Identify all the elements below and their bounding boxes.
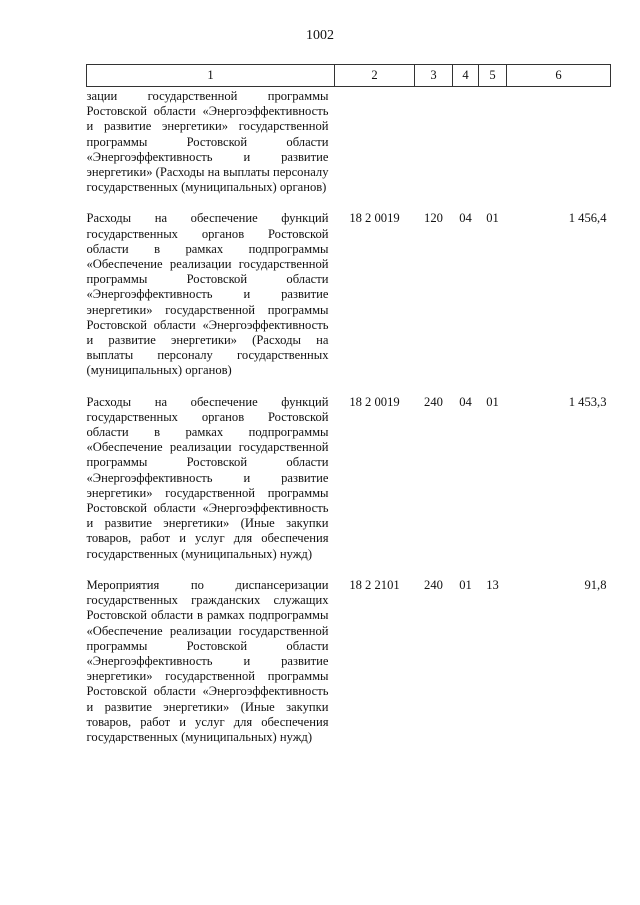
row-section: 04 <box>459 394 472 409</box>
column-header-3: 3 <box>415 65 453 87</box>
row-subsection: 01 <box>486 211 499 226</box>
row-description: зации государственной программы Ростовской области «Энергоэффективность и развитие энергетики» государственной программы Ростовской области «Энергоэффективность и развитие энергетики» (Расходы на выплаты персоналу государственных (муниципальных) органов) <box>86 89 329 195</box>
row-subsection <box>479 87 507 212</box>
row-expense-type: 240 <box>424 394 443 409</box>
table-row <box>87 578 611 745</box>
column-header-6: 6 <box>507 65 611 87</box>
row-expense-type <box>415 87 453 212</box>
column-header-1: 1 <box>87 65 335 87</box>
row-amount: 91,8 <box>584 577 607 592</box>
row-amount: 1 453,3 <box>568 394 607 409</box>
table-row <box>87 87 611 212</box>
row-target-code: 18 2 0019 <box>349 394 400 409</box>
table-row <box>87 211 611 394</box>
row-target-code: 18 2 0019 <box>349 211 400 226</box>
row-subsection: 13 <box>486 577 499 592</box>
row-section: 04 <box>459 211 472 226</box>
table-row <box>87 395 611 578</box>
row-amount <box>507 87 611 212</box>
row-description: Расходы на обеспечение функций государственных органов Ростовской области в рамках подпрограммы «Обеспечение реализации государственной программы Ростовской области «Энергоэффективность и развитие энергетики» государственной программы Ростовской области «Энергоэффективность и развитие энергетики» (Расходы на выплаты персоналу государственных (муниципальных) органов) <box>86 211 329 378</box>
row-amount: 1 456,4 <box>568 211 607 226</box>
budget-table <box>86 64 611 745</box>
row-target-code: 18 2 2101 <box>349 577 400 592</box>
row-description: Расходы на обеспечение функций государственных органов Ростовской области в рамках подпрограммы «Обеспечение реализации государственной программы Ростовской области «Энергоэффективность и развитие энергетики» государственной программы Ростовской области «Энергоэффективность и развитие энергетики» (Иные закупки товаров, работ и услуг для обеспечения государственных (муниципальных) нужд) <box>86 394 329 561</box>
column-header-5: 5 <box>479 65 507 87</box>
page-number: 1002 <box>306 28 334 43</box>
row-section: 01 <box>459 577 472 592</box>
row-section <box>453 87 479 212</box>
column-header-2: 2 <box>335 65 415 87</box>
row-target-code <box>335 87 415 212</box>
row-subsection: 01 <box>486 394 499 409</box>
row-expense-type: 120 <box>424 211 443 226</box>
row-expense-type: 240 <box>424 577 443 592</box>
table-header-row <box>87 65 611 87</box>
row-description: Мероприятия по диспансеризации государственных гражданских служащих Ростовской области в рамках подпрограммы «Обеспечение реализации государственной программы Ростовской области «Энергоэффективность и развитие энергетики» государственной программы Ростовской области «Энергоэффективность и развитие энергетики» (Иные закупки товаров, работ и услуг для обеспечения государственных (муниципальных) нужд) <box>86 577 329 744</box>
column-header-4: 4 <box>453 65 479 87</box>
